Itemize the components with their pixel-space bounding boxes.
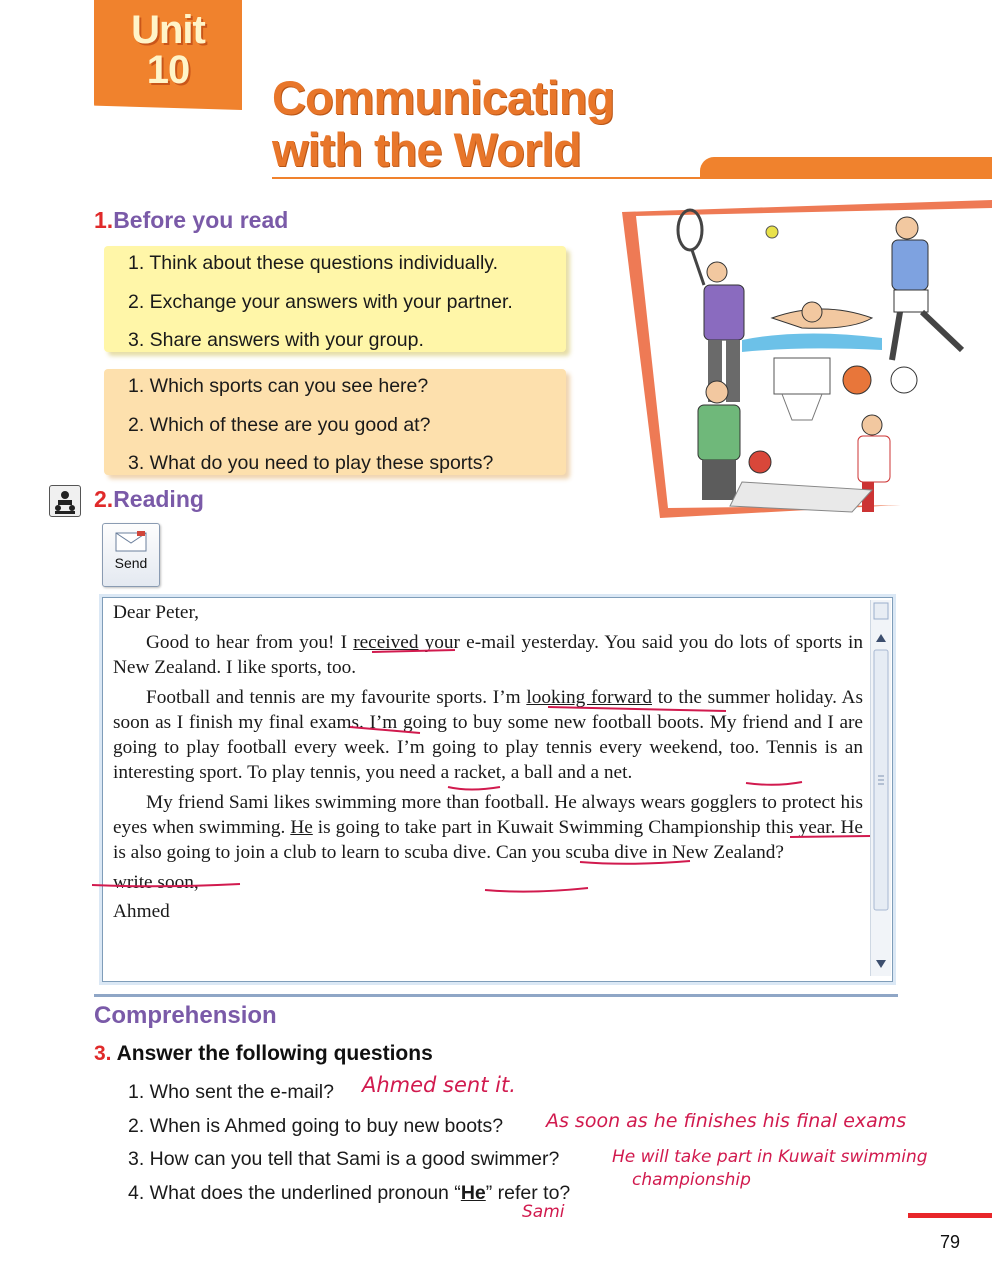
answer-4-handwritten: Sami	[522, 1202, 565, 1222]
answer-1-handwritten: Ahmed sent it.	[362, 1073, 516, 1097]
section-separator	[94, 994, 898, 997]
reading-heading: 2.Reading	[94, 486, 204, 512]
page-number-rule	[908, 1213, 992, 1218]
letter-paragraph-3: My friend Sami likes swimming more than football. He always wears gogglers to protect his eyes when swimming. He is going to take part in Kuwait Swimming Championship this year. He is also going to join a club to learn to scuba dive. Can you scuba dive in New Zealand?	[113, 792, 863, 863]
before-you-read-heading: 1.Before you read	[94, 207, 289, 233]
question-4: 4. What does the underlined pronoun “He” refer to?	[128, 1181, 571, 1204]
question-item: 3. What do you need to play these sports?	[128, 452, 494, 474]
question-item: 2. Which of these are you good at?	[128, 413, 431, 436]
answer-2-handwritten: As soon as he finishes his final exams	[546, 1110, 907, 1132]
page-number: 79	[940, 1232, 961, 1252]
letter-paragraph-1: Good to hear from you! I received your e-mail yesterday. You said you do lots of sports in New Zealand. I like sports, too.	[113, 632, 863, 678]
task-heading: 3. Answer the following questions	[94, 1042, 433, 1065]
question-2: 2. When is Ahmed going to buy new boots?	[128, 1114, 504, 1137]
step-item: 3. Share answers with your group.	[128, 329, 424, 351]
question-item: 1. Which sports can you see here?	[128, 375, 429, 397]
page-title: Communicating with the World	[272, 71, 615, 176]
letter-signature: Ahmed	[113, 901, 170, 922]
underlined-pronoun: He	[290, 817, 313, 838]
letter-greeting: Dear Peter,	[113, 602, 199, 623]
letter-closing: write soon,	[113, 872, 199, 893]
question-3: 3. How can you tell that Sami is a good swimmer?	[128, 1148, 560, 1170]
letter-paragraph-2: Football and tennis are my favourite sports. I’m looking forward to the summer holiday. As soon as I finish my final exams. I’m going to buy some new football boots. My friend and I are going to play football every week. I’m going to play tennis every weekend, too. Tennis is an interesting sport. To play tennis, you need a racket, a ball and a net.	[113, 687, 863, 783]
question-1: 1. Who sent the e-mail?	[128, 1081, 334, 1103]
step-item: 2. Exchange your answers with your partner.	[128, 290, 513, 313]
unit-label: Unit 10	[131, 8, 205, 92]
answer-3-handwritten-line2: championship	[632, 1170, 751, 1190]
comprehension-heading: Comprehension	[94, 1002, 277, 1029]
answer-3-handwritten: He will take part in Kuwait swimming	[612, 1147, 928, 1167]
send-button-label: Send	[114, 555, 148, 571]
step-item: 1. Think about these questions individually.	[128, 252, 499, 274]
